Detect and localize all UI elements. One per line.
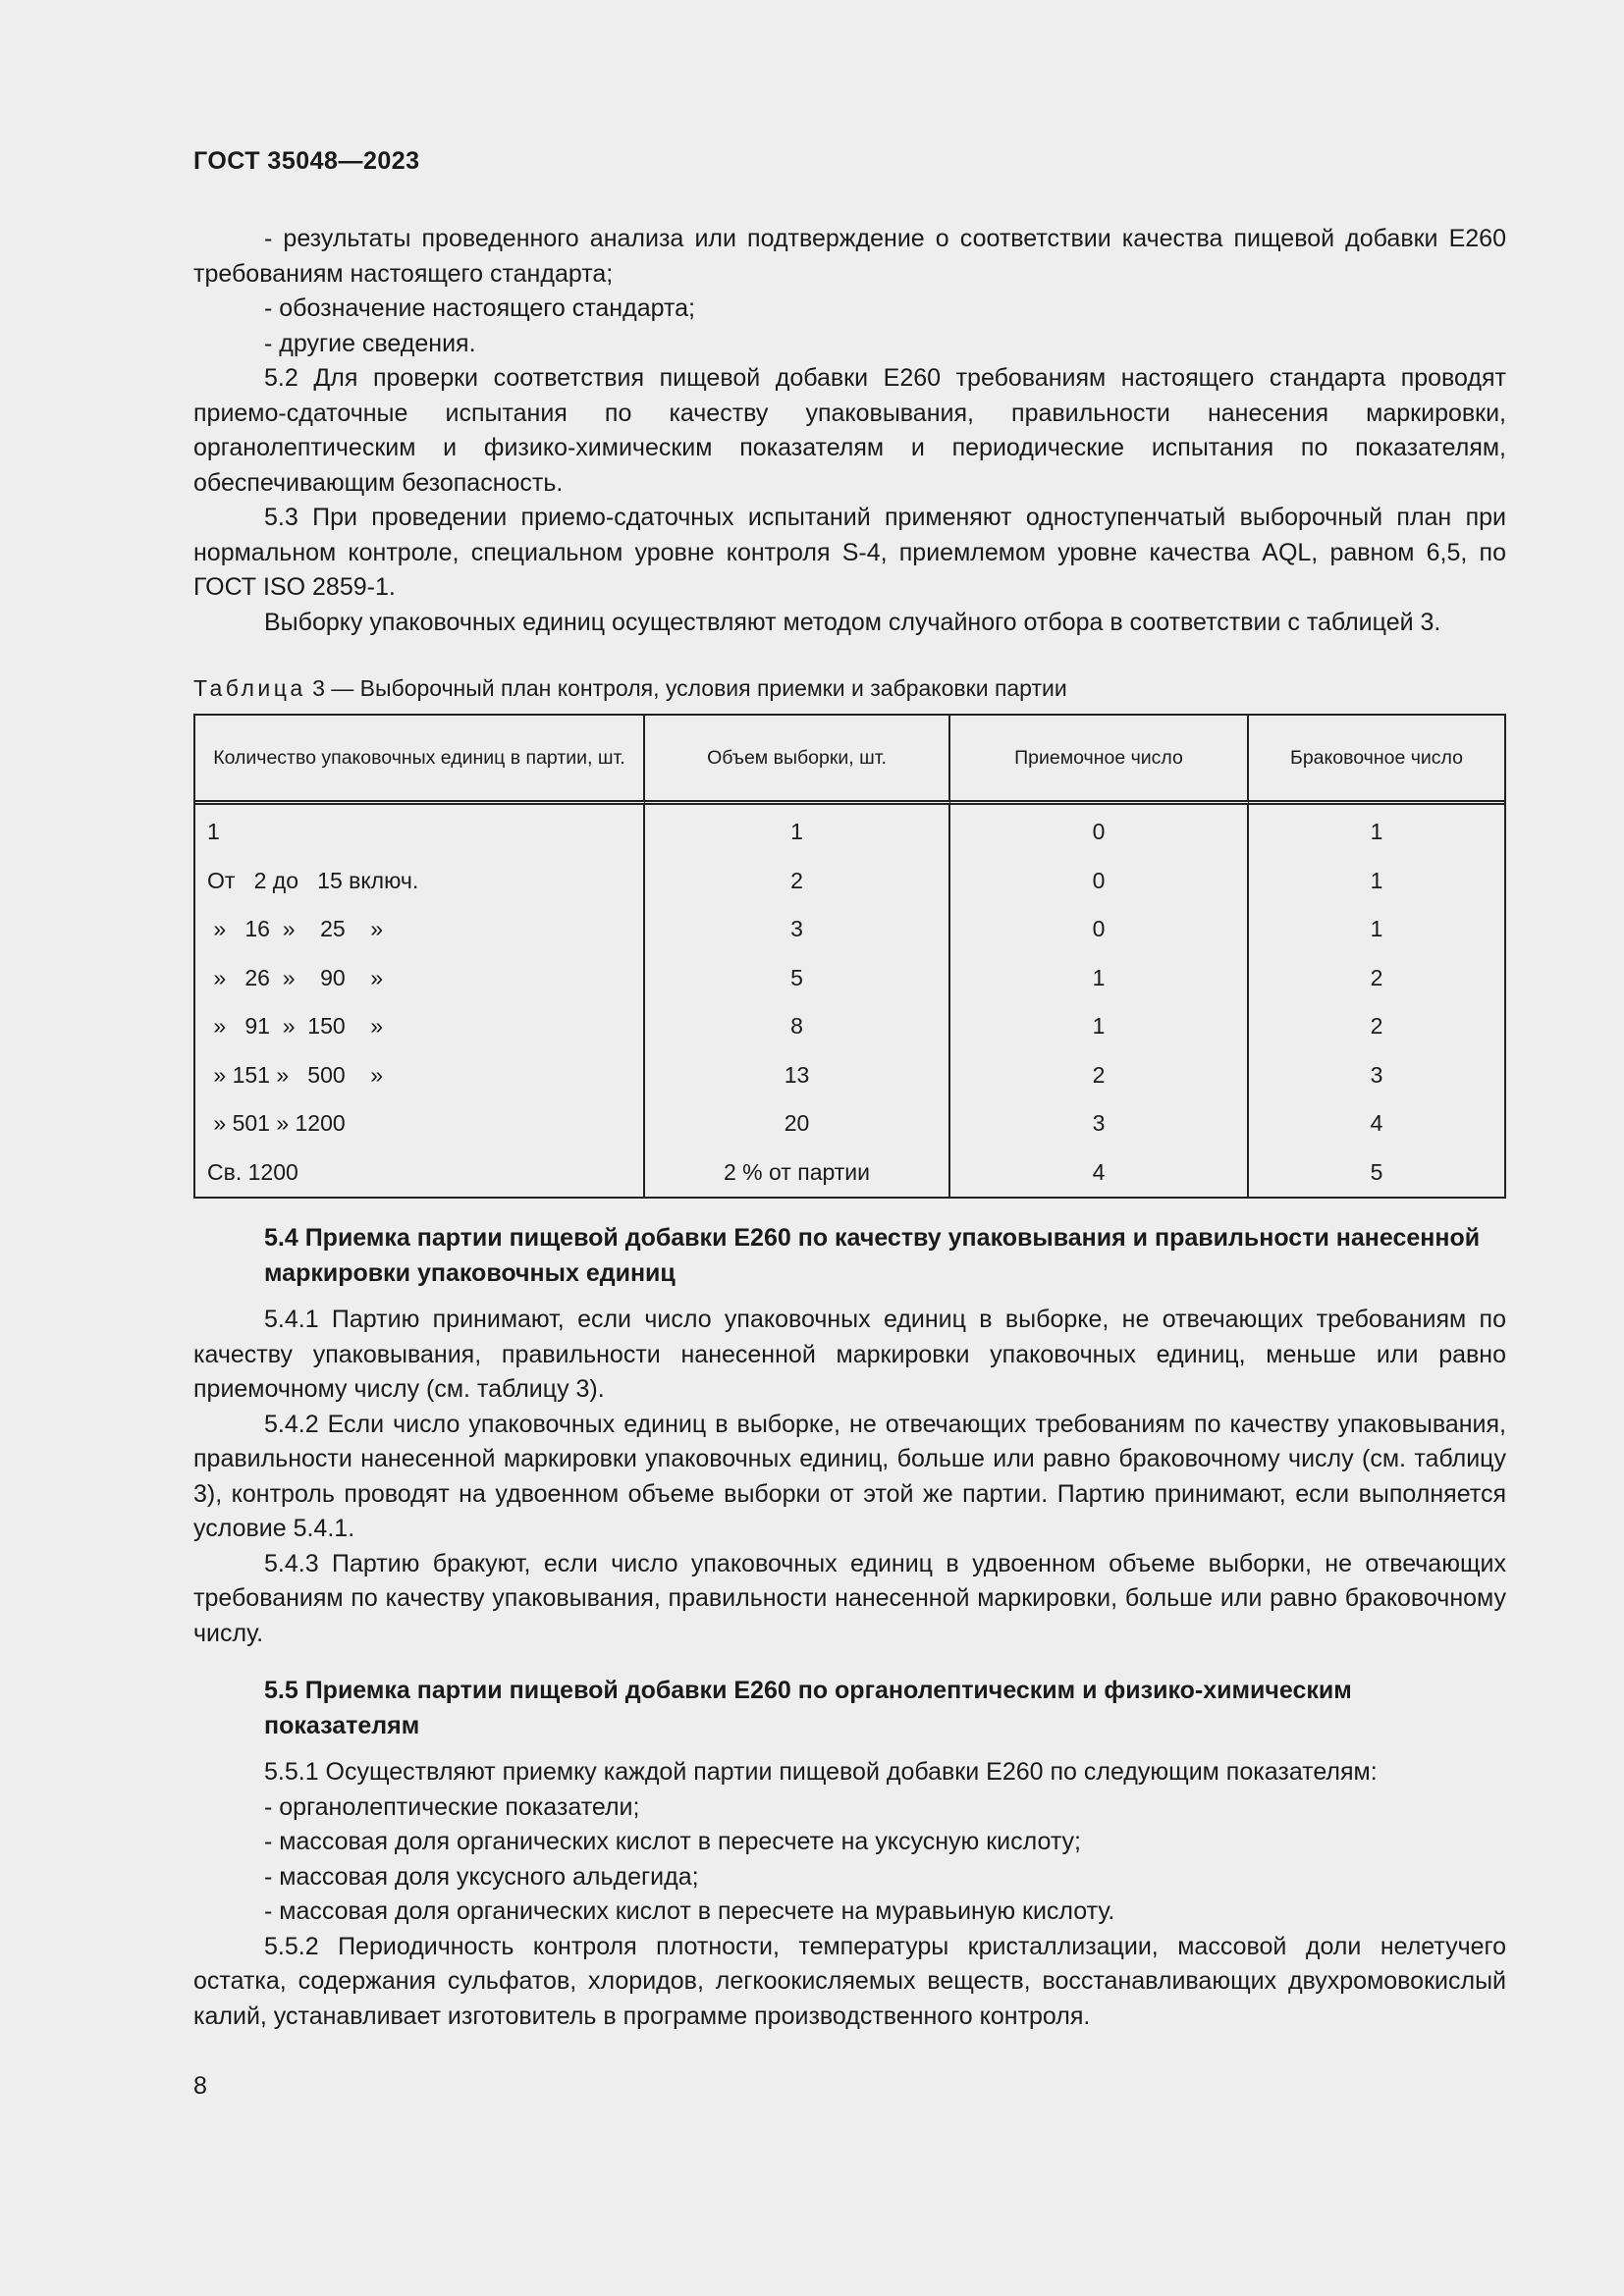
section-title-5-4: 5.4 Приемка партии пищевой добавки Е260 по качеству упаковывания и правильности нанесенной маркировки упаковочных единиц [264,1224,1481,1287]
column-header: Приемочное число [950,716,1249,805]
table-row [195,1051,1504,1100]
table-cell: 4 [950,1148,1249,1198]
list-item: - результаты проведенного анализа или подтверждение о соответствии качества пищевой добавки Е260 требованиям настоящего стандарта; [193,225,1506,288]
paragraph-5-4-1: 5.4.1 Партию принимают, если число упаковочных единиц в выборке, не отвечающих требованиям по качеству упаковывания, правильности нанесенной маркировки упаковочных единиц, меньше или равно приемочному числу (см. таблицу 3). [193,1306,1506,1403]
table-row [195,857,1504,906]
table-cell: 3 [950,1099,1249,1148]
table-cell: 8 [645,1002,950,1051]
list-item: - органолептические показатели; [264,1792,640,1821]
table-cell: 1 [950,1002,1249,1051]
paragraph-5-2: 5.2 Для проверки соответствия пищевой добавки Е260 требованиям настоящего стандарта проводят приемо-сдаточные испытания по качеству упаковывания, правильности нанесения маркировки, органолептическим и физико-химическим показателям и периодические испытания по показателям, обеспечивающим безопасность. [193,364,1506,497]
section-title-5-5: 5.5 Приемка партии пищевой добавки Е260 по органолептическим и физико-химическим показателям [264,1677,1352,1739]
table-cell: От 2 до 15 включ. [195,857,645,906]
table-cell: » 151 » 500 » [195,1051,645,1100]
table-cell: 0 [950,905,1249,954]
table-cell: 1 [1370,867,1383,893]
paragraph-5-3: 5.3 При проведении приемо-сдаточных испытаний применяют одноступенчатый выборочный план при нормальном контроле, специальном уровне контроля S-4, приемлемом уровне качества AQL, равном 6,5, по ГОСТ ISO 2859-1. [193,504,1506,601]
paragraph-sampling: Выборку упаковочных единиц осуществляют методом случайного отбора в соответствии с таблицей 3. [264,608,1441,636]
table-caption-text: 3 — Выборочный план контроля, условия приемки и забраковки партии [305,675,1067,701]
paragraph-5-4-2: 5.4.2 Если число упаковочных единиц в выборке, не отвечающих требованиям по качеству упаковывания, правильности нанесенной маркировки упаковочных единиц, больше или равно браковочному числу (см. таблицу 3), контроль проводят на удвоенном объеме выборки от этой же партии. Партию принимают, если выполняется условие 5.4.1. [193,1410,1506,1542]
paragraph-5-5-2: 5.5.2 Периодичность контроля плотности, температуры кристаллизации, массовой доли нелетучего остатка, содержания сульфатов, хлоридов, легкоокисляемых веществ, восстанавливающих двухромовокислый калий, устанавливает изготовитель в программе производственного контроля. [193,1932,1506,2030]
table-cell: 0 [950,857,1249,906]
table-cell: » 91 » 150 » [195,1002,645,1051]
table-cell: 3 [1370,1061,1383,1088]
table-cell: » 26 » 90 » [195,954,645,1003]
table-cell: 1 [950,954,1249,1003]
table-row [195,954,1504,1003]
table-cell: 2 [950,1051,1249,1100]
table-cell: 13 [645,1051,950,1100]
list-item: - массовая доля органических кислот в пересчете на уксусную кислоту; [264,1828,1082,1855]
sampling-plan-table [193,714,1506,1199]
column-header: Браковочное число [1249,716,1504,805]
page-content [193,222,1506,2034]
table-cell: 1 [645,805,950,857]
table-row [195,805,1504,857]
table-row [195,1099,1504,1148]
table-cell: 2 [1370,964,1383,990]
table-caption [193,672,1506,704]
table-caption-label: Таблица [193,675,306,701]
document-code-header: ГОСТ 35048—2023 [193,147,420,175]
table-cell: 1 [1370,916,1383,942]
list-item: - массовая доля органических кислот в пересчете на муравьиную кислоту. [264,1897,1115,1925]
table-row [195,905,1504,954]
table-cell: 1 [1370,819,1383,845]
table-header-row [195,716,1504,805]
table-cell: 2 % от партии [645,1148,950,1198]
table-cell: 2 [1370,1013,1383,1040]
list-item: - обозначение настоящего стандарта; [264,294,695,322]
table-row [195,1002,1504,1051]
table-cell: 5 [645,954,950,1003]
table-cell: 0 [950,805,1249,857]
table-cell: 20 [645,1099,950,1148]
table-row [195,1148,1504,1198]
table-cell: 5 [1370,1158,1383,1185]
list-item: - другие сведения. [264,329,476,357]
paragraph-5-5-1: 5.5.1 Осуществляют приемку каждой партии пищевой добавки Е260 по следующим показателям: [264,1758,1378,1786]
table-cell: 3 [645,905,950,954]
column-header: Количество упаковочных единиц в партии, шт. [195,716,645,805]
table-cell: 1 [195,805,645,857]
table-cell: 4 [1370,1110,1383,1137]
page-number: 8 [193,2072,207,2100]
list-item: - массовая доля уксусного альдегида; [264,1862,699,1891]
paragraph-5-4-3: 5.4.3 Партию бракуют, если число упаковочных единиц в удвоенном объеме выборки, не отвечающих требованиям по качеству упаковывания, правильности нанесенной маркировки, больше или равно браковочному числу. [193,1549,1506,1647]
table-cell: Св. 1200 [195,1148,645,1198]
table-cell: 2 [645,857,950,906]
column-header: Объем выборки, шт. [645,716,950,805]
table-cell: » 501 » 1200 [195,1099,645,1148]
table-cell: » 16 » 25 » [195,905,645,954]
